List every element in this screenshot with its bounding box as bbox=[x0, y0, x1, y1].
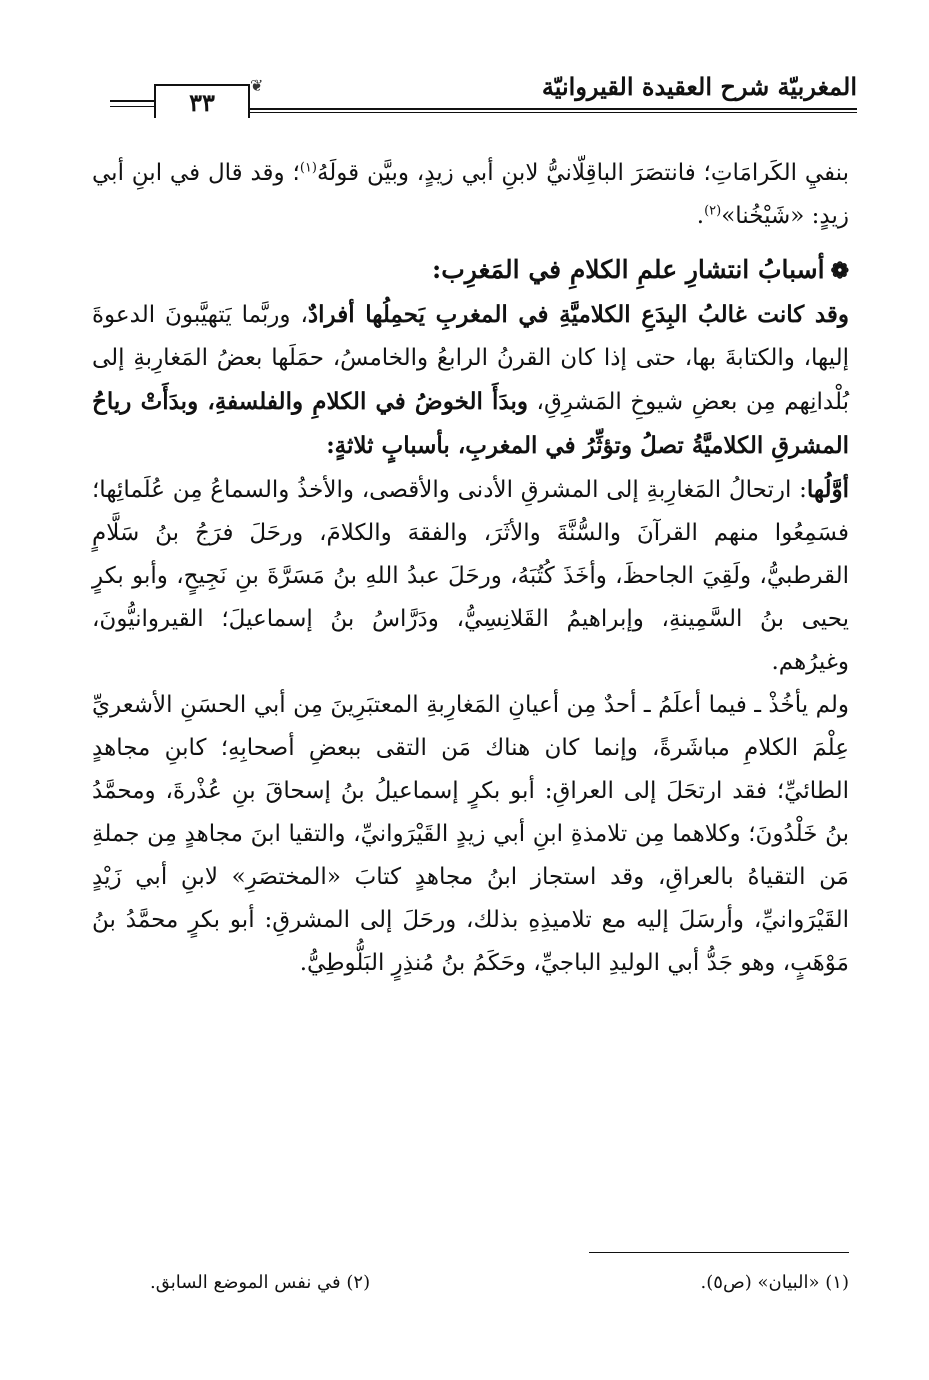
section-heading bbox=[92, 248, 849, 293]
section-mark-icon: ❁ bbox=[830, 258, 849, 284]
text-span: : ارتحالُ المَغارِبةِ إلى المشرقِ الأدنى والأقصى، والأخذُ والسماعُ مِن عُلَمائِها؛ فسَمِعُوا منهم القرآنَ والسُّنَّةَ والأثَرَ، والفقهَ والكلامَ، ورحَلَ فرَجُ بنُ سَلَّامٍ القرطبيُّ، ولَقِيَ الجاحظَ، وأخَذَ كُتُبَهُ، ورحَلَ عبدُ اللهِ بنُ مَسَرَّةَ بنِ نَجِيحٍ، وأبو بكرٍ يحيى بنُ السَّمِينةِ، وإبراهيمُ القَلانِسِيُّ، ودَرَّاسُ بنُ إسماعيلَ؛ القيروانيُّونَ، وغيرُهم. bbox=[92, 477, 849, 675]
footnote-ref-1[interactable]: (١) bbox=[299, 160, 317, 176]
footnote-ref-2[interactable]: (٢) bbox=[704, 203, 722, 219]
footnotes bbox=[150, 1272, 849, 1293]
paragraph-1 bbox=[92, 152, 849, 238]
text-span: ولم يأخُذْ ـ فيما أعلَمُ ـ أحدٌ مِن أعيانِ المَغارِبةِ المعتبَرِينَ مِن أبي الحسَنِ الأشعريِّ عِلْمَ الكلامِ مباشَرةً، وإنما كان هناك مَن التقى ببعضِ أصحابِهِ؛ كابنِ مجاهدٍ الطائيِّ؛ فقد ارتحَلَ إلى العراقِ: أبو بكرٍ إسماعيلُ بنُ إسحاقَ بنِ عُذْرةَ، ومحمَّدُ بنُ خَلْدُونَ؛ وكلاهما مِن تلامذةِ ابنِ أبي زيدٍ القَيْرَوانيِّ، والتقيا ابنَ مجاهدٍ مِن جملةِ مَن التقياهُ بالعراقِ، وقد استجاز ابنُ مجاهدٍ كتابَ «المختصَرِ» لابنِ أبي زَيْدٍ القَيْرَوانيِّ، وأرسَلَ إليه مع تلاميذِهِ بذلك، ورحَلَ إلى المشرقِ: أبو بكرٍ محمَّدُ بنُ مَوْهَبٍ، وهو جَدُّ أبي الوليدِ الباجيِّ، وحَكَمُ بنُ مُنذِرٍ البَلُّوطِيُّ. bbox=[92, 692, 849, 976]
text-span: . bbox=[696, 203, 705, 229]
footnote-rule bbox=[589, 1252, 849, 1253]
footnote-1: (١) «البيان» (ص٥). bbox=[700, 1272, 849, 1293]
page-header bbox=[110, 70, 857, 120]
footnote-2: (٢) في نفس الموضع السابق. bbox=[150, 1272, 371, 1293]
text-span: ؛ وقد قال bbox=[207, 160, 300, 186]
paragraph-2 bbox=[92, 293, 849, 468]
paragraph-4 bbox=[92, 684, 849, 985]
ornament-icon: ❦ bbox=[250, 76, 264, 95]
bold-text: وقد كانت غالبُ البِدَعِ الكلاميَّةِ في المغربِ يَحمِلُها أفرادٌ bbox=[307, 301, 849, 328]
main-text bbox=[92, 152, 849, 985]
header-rule-thin bbox=[250, 112, 857, 113]
text-span: ، وربَّما يَتهيَّبونَ الدعوةَ إليها، والكتابةَ بها، حتى إذا كان القرنُ الرابعُ والخامسُ، حمَلَها بعضُ المَغارِبةِ إلى بُلْدانِهم مِن بعضِ شيوخِ المَشرِقِ، bbox=[92, 302, 849, 415]
page-number-frame bbox=[154, 84, 250, 118]
bold-text: وبدَأَ الخوضُ في الكلامِ والفلسفةِ، وبدَأَتْ رياحُ المشرقِ الكلاميَّةُ تصلُ وتؤثِّرُ في المغربِ، بأسبابٍ ثلاثةٍ: bbox=[92, 388, 849, 459]
paragraph-3 bbox=[92, 468, 849, 684]
text-span: بنفيِ الكَرامَاتِ؛ فانتصَرَ الباقِلّانيُّ لابنِ أبي زيدٍ، وبيَّن قولَهُ bbox=[316, 160, 850, 186]
bold-text: أوَّلُها bbox=[806, 476, 849, 503]
header-rule bbox=[250, 108, 857, 110]
header-rule-left-thin bbox=[110, 106, 154, 107]
text-span: في ابنِ أبي زيدٍ: «شَيْخُنا» bbox=[92, 160, 849, 229]
running-title: المغربيّة شرح العقيدة القيروانيّة bbox=[541, 72, 857, 101]
header-rule-left bbox=[110, 100, 154, 102]
page-number: ٣٣ bbox=[189, 88, 215, 117]
heading-text: أسبابُ انتشارِ علمِ الكلامِ في المَغرِب: bbox=[431, 255, 825, 284]
